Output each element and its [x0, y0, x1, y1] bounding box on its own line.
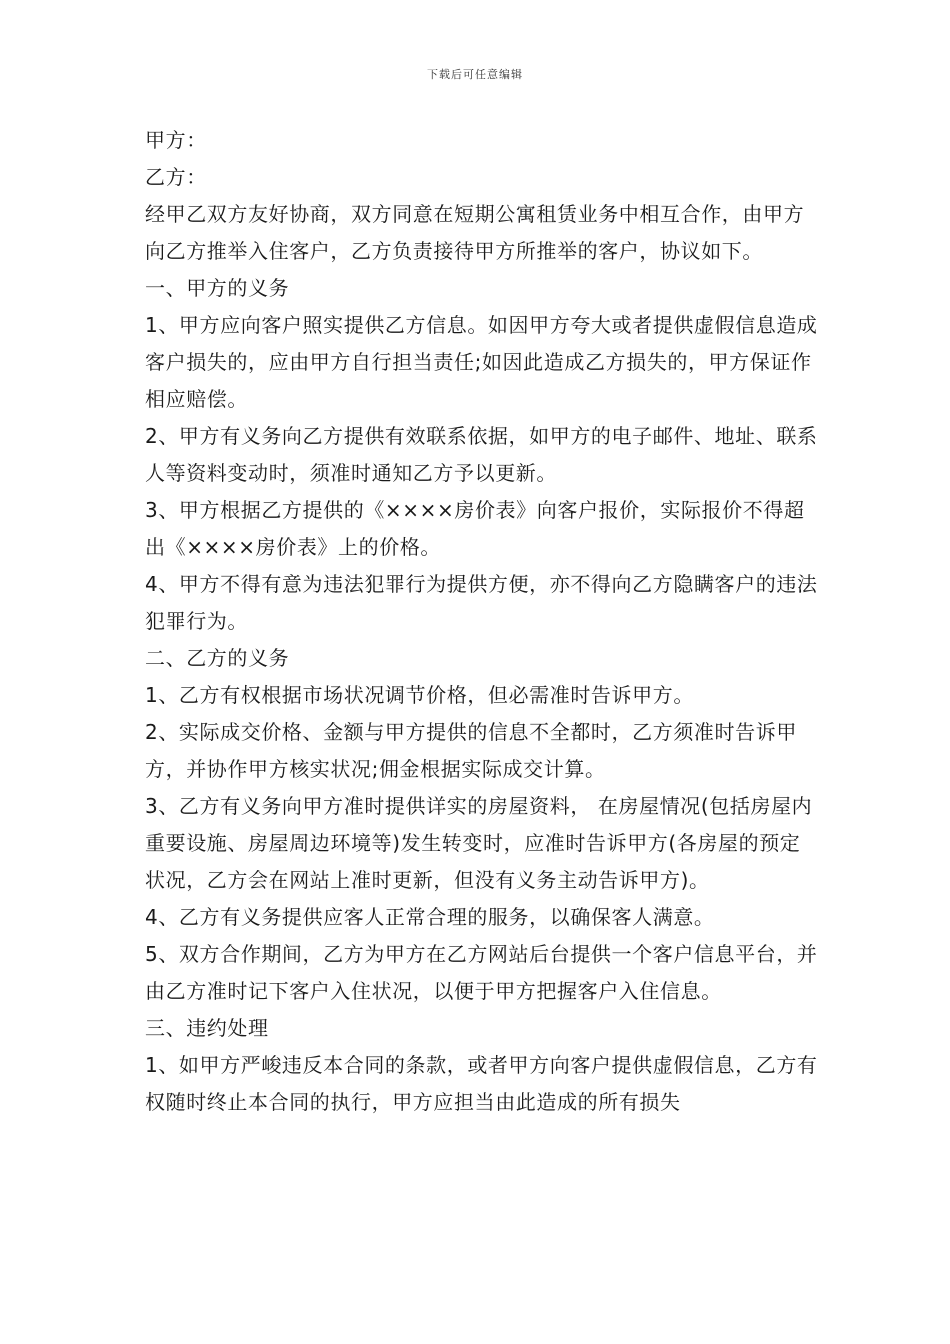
party-a-line: 甲方： — [145, 128, 207, 152]
clause-1-3: 3、甲方根据乙方提供的《××××房价表》向客户报价，实际报价不得超出《××××房价表》上的价格。 — [145, 498, 805, 559]
clause-1-4: 4、甲方不得有意为违法犯罪行为提供方便，亦不得向乙方隐瞒客户的违法犯罪行为。 — [145, 572, 818, 633]
section-heading-2: 二、乙方的义务 — [145, 646, 290, 670]
clause-3-1: 1、如甲方严峻违反本合同的条款，或者甲方向客户提供虚假信息，乙方有权随时终止本合同的执行，甲方应担当由此造成的所有损失 — [145, 1053, 818, 1114]
intro-paragraph: 经甲乙双方友好协商，双方同意在短期公寓租赁业务中相互合作，由甲方向乙方推举入住客户，乙方负责接待甲方所推举的客户，协议如下。 — [145, 202, 805, 263]
section-heading-3: 三、违约处理 — [145, 1016, 269, 1040]
clause-2-4: 4、乙方有义务提供应客人正常合理的服务，以确保客人满意。 — [145, 905, 715, 929]
clause-2-1: 1、乙方有权根据市场状况调节价格，但必需准时告诉甲方。 — [145, 683, 694, 707]
clause-2-5: 5、双方合作期间，乙方为甲方在乙方网站后台提供一个客户信息平台，并由乙方准时记下客户入住状况，以便于甲方把握客户入住信息。 — [145, 942, 818, 1003]
clause-1-2: 2、甲方有义务向乙方提供有效联系依据，如甲方的电子邮件、地址、联系人等资料变动时，须准时通知乙方予以更新。 — [145, 424, 818, 485]
document-body — [145, 122, 820, 1121]
party-b-line: 乙方： — [145, 165, 207, 189]
clause-1-1: 1、甲方应向客户照实提供乙方信息。如因甲方夸大或者提供虚假信息造成客户损失的，应由甲方自行担当责任;如因此造成乙方损失的，甲方保证作相应赔偿。 — [145, 313, 818, 411]
header-note: 下载后可任意编辑 — [427, 68, 523, 81]
clause-2-3: 3、乙方有义务向甲方准时提供详实的房屋资料， 在房屋情况(包括房屋内重要设施、房屋周边环境等)发生转变时，应准时告诉甲方(各房屋的预定状况，乙方会在网站上准时更新，但没有义务主动告诉甲方)。 — [145, 794, 813, 892]
section-heading-1: 一、甲方的义务 — [145, 276, 290, 300]
clause-2-2: 2、实际成交价格、金额与甲方提供的信息不全都时，乙方须准时告诉甲方，并协作甲方核实状况;佣金根据实际成交计算。 — [145, 720, 797, 781]
